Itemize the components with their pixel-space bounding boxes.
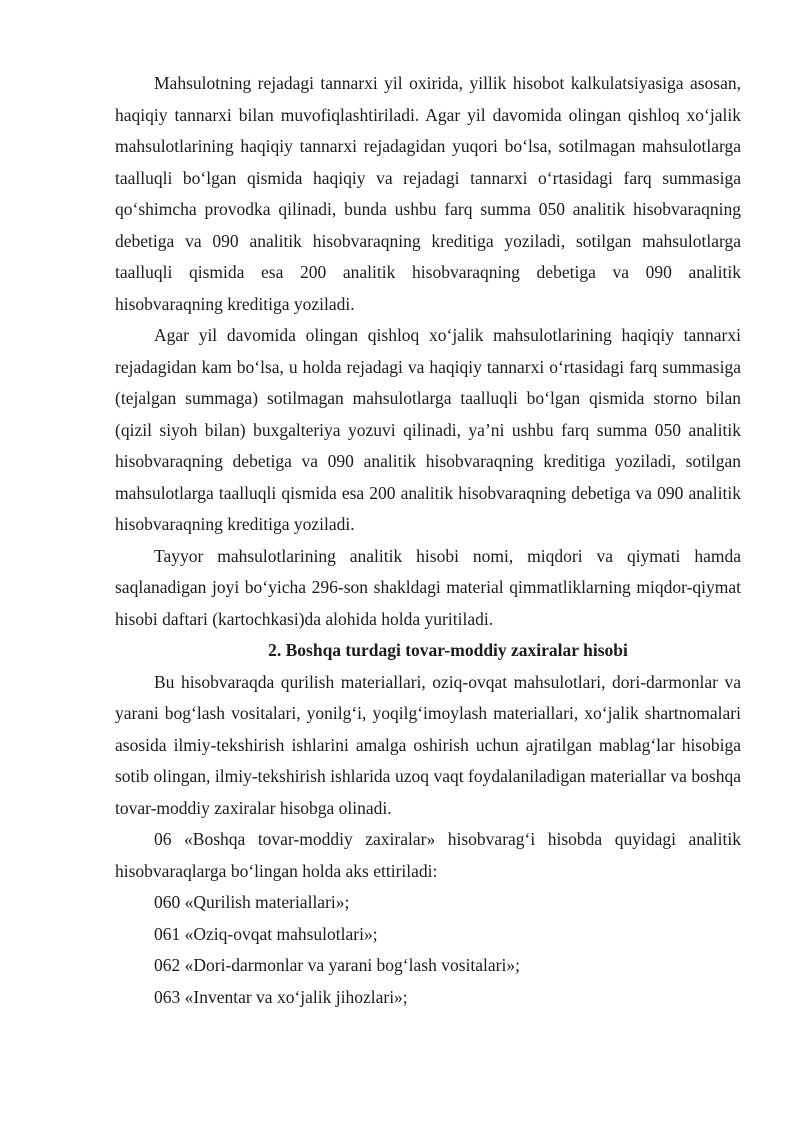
list-item: 063 «Inventar va xo‘jalik jihozlari»; <box>154 986 408 1007</box>
section-heading: 2. Boshqa turdagi tovar-moddiy zaxiralar hisobi <box>268 640 628 660</box>
paragraph: Tayyor mahsulotlarining analitik hisobi nomi, miqdori va qiymati hamda saqlanadigan joyi bo‘yicha 296-son shakldagi material qimmatliklarning miqdor-qiymat hisobi daftari (kartochkasi)da alohida holda yuritiladi. <box>115 545 741 629</box>
paragraph: Agar yil davomida olingan qishloq xo‘jalik mahsulotlarining haqiqiy tannarxi rejadagidan kam bo‘lsa, u holda rejadagi va haqiqiy tannarxi o‘rtasidagi farq summasiga (tejalgan summaga) sotilmagan mahsulotlarga taalluqli bo‘lgan qismida storno bilan (qizil siyoh bilan) buxgalteriya yozuvi qilinadi, ya’ni ushbu farq summa 050 analitik hisobvaraqning debetiga va 090 analitik hisobvaraqning kreditiga yoziladi, sotilgan mahsulotlarga taalluqli qismida esa 200 analitik hisobvaraqning debetiga va 090 analitik hisobvaraqning kreditiga yoziladi. <box>115 325 741 534</box>
list-item: 062 «Dori-darmonlar va yarani bog‘lash vositalari»; <box>154 955 520 975</box>
paragraph: 06 «Boshqa tovar-moddiy zaxiralar» hisobvarag‘i hisobda quyidagi analitik hisobvaraqlarga bo‘lingan holda aks ettiriladi: <box>115 829 741 881</box>
paragraph: Bu hisobvaraqda qurilish materiallari, oziq-ovqat mahsulotlari, dori-darmonlar va yarani bog‘lash vositalari, yonilg‘i, yoqilg‘imoylash materiallari, xo‘jalik shartnomalari asosida ilmiy-tekshirish ishlarini amalga oshirish uchun ajratilgan mablag‘lar hisobiga sotib olingan, ilmiy-tekshirish ishlarida uzoq vaqt foydalaniladigan materiallar va boshqa tovar-moddiy zaxiralar hisobga olinadi. <box>115 671 741 818</box>
paragraph: Mahsulotning rejadagi tannarxi yil oxirida, yillik hisobot kalkulatsiyasiga asosan, haqiqiy tannarxi bilan muvofiqlashtiriladi. Agar yil davomida olingan qishloq xo‘jalik mahsulotlarining haqiqiy tannarxi rejadagidan yuqori bo‘lsa, sotilmagan mahsulotlarga taalluqli bo‘lgan qismida haqiqiy va rejadagi tannarxi o‘rtasidagi farq summasiga qo‘shimcha provodka qilinadi, bunda ushbu farq summa 050 analitik hisobvaraqning debetiga va 090 analitik hisobvaraqning kreditiga yoziladi, sotilgan mahsulotlarga taalluqli qismida esa 200 analitik hisobvaraqning debetiga va 090 analitik hisobvaraqning kreditiga yoziladi. <box>115 73 741 314</box>
list-item: 061 «Oziq-ovqat mahsulotlari»; <box>154 923 378 944</box>
list-item: 060 «Qurilish materiallari»; <box>154 892 350 912</box>
document-page <box>115 68 741 1013</box>
